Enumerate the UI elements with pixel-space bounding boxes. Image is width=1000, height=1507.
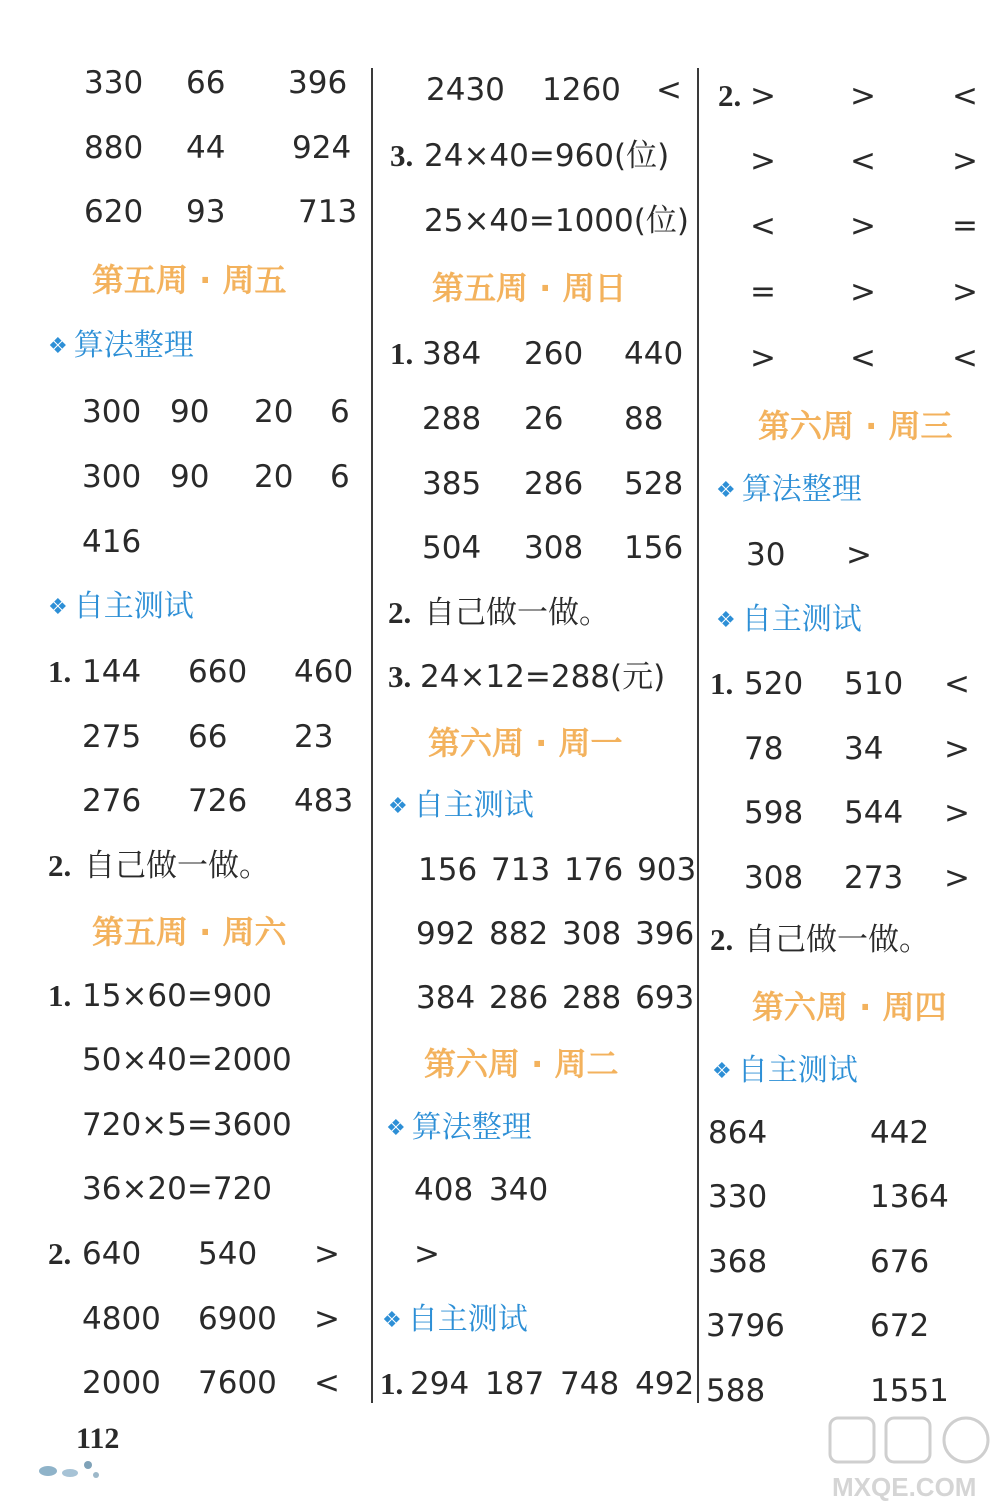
cell: 672 <box>870 1308 930 1344</box>
cell: 924 <box>292 130 352 166</box>
cell: 330 <box>708 1179 768 1215</box>
cell: 90 <box>170 459 210 495</box>
subsection-title <box>716 470 862 511</box>
column-divider-left <box>371 68 373 1403</box>
number-sequence: 156 713 176 903 <box>418 852 697 888</box>
comparison-symbol: > <box>850 208 876 244</box>
subsection-label: 算法整理 <box>411 1110 532 1145</box>
comparison-symbol: < <box>850 143 876 179</box>
cell: 88 <box>624 401 664 437</box>
subsection-title <box>48 587 194 628</box>
section-title: 第五周 · 周六 <box>92 913 287 951</box>
table-row <box>706 1371 986 1411</box>
subsection-title <box>382 1300 528 1341</box>
table-row <box>706 1242 986 1282</box>
question-number: 2. <box>48 848 72 883</box>
table-row <box>706 272 986 312</box>
cell: 273 <box>844 860 904 896</box>
diamond-bullet-icon: ❖ <box>386 1116 406 1141</box>
answer-column-2 <box>380 50 697 1410</box>
comparison-symbol: > <box>750 78 776 114</box>
equation: 15×60=900 <box>82 978 273 1014</box>
cell: 713 <box>298 194 358 230</box>
subsection-label: 自主测试 <box>73 589 194 624</box>
table-row <box>48 128 363 168</box>
table-row <box>706 76 986 116</box>
cell: 30 <box>746 537 786 573</box>
number-sequence: 992 882 308 396 <box>416 916 695 952</box>
cell: 588 <box>706 1373 766 1409</box>
comparison-symbol: < <box>952 340 978 376</box>
cell: 44 <box>186 130 226 166</box>
cell: 640 <box>82 1236 142 1272</box>
comparison-symbol: > <box>750 143 776 179</box>
equation: 25×40=1000(位) <box>424 203 689 239</box>
comparison-symbol: > <box>944 731 970 767</box>
comparison-symbol: > <box>846 537 872 573</box>
cell: 483 <box>294 783 354 819</box>
table-row <box>706 793 986 833</box>
cell: 308 <box>744 860 804 896</box>
table-row <box>380 334 685 374</box>
table-row <box>48 1234 363 1274</box>
comparison-symbol: > <box>944 860 970 896</box>
table-row <box>380 528 685 568</box>
cell: 66 <box>186 65 226 101</box>
section-title: 第六周 · 周二 <box>424 1045 619 1083</box>
cell: > <box>314 1236 340 1272</box>
cell: 2000 <box>82 1365 161 1401</box>
cell: 308 <box>524 530 584 566</box>
table-row <box>48 192 363 232</box>
cell: 1364 <box>870 1179 949 1215</box>
answer-column-3 <box>706 50 986 1410</box>
question-number: 1. <box>48 654 72 689</box>
subsection-label: 自主测试 <box>737 1053 858 1088</box>
cell: 34 <box>844 731 884 767</box>
table-row <box>380 464 685 504</box>
cell: 7600 <box>198 1365 277 1401</box>
cell: 93 <box>186 194 226 230</box>
subsection-title <box>716 600 862 641</box>
question-number: 2. <box>388 595 412 630</box>
table-row <box>706 141 986 181</box>
cell: 528 <box>624 466 684 502</box>
cell: 540 <box>198 1236 258 1272</box>
page-number: 112 <box>76 1422 120 1455</box>
table-row <box>48 781 363 821</box>
table-row <box>706 1113 986 1153</box>
table-row <box>706 535 986 575</box>
table-row <box>706 338 986 378</box>
question-line <box>380 657 685 697</box>
diamond-bullet-icon: ❖ <box>388 794 408 819</box>
table-row <box>48 392 363 432</box>
comparison-symbol: > <box>850 78 876 114</box>
cell: 384 <box>422 336 482 372</box>
cell: 660 <box>188 654 248 690</box>
question-line <box>48 1105 363 1145</box>
watermark-logo <box>826 1412 996 1502</box>
subsection-title <box>386 1108 532 1149</box>
table-row <box>380 70 685 110</box>
number-line <box>380 978 695 1018</box>
cell: 510 <box>844 666 904 702</box>
question-text: 自己做一做。 <box>84 848 270 884</box>
cell: 26 <box>524 401 564 437</box>
cell: 330 <box>84 65 144 101</box>
question-number: 1. <box>710 666 734 701</box>
equation: 36×20=720 <box>82 1171 273 1207</box>
number-line <box>380 1234 685 1274</box>
subsection-title <box>388 786 534 827</box>
table-row <box>48 1299 363 1339</box>
question-number: 2. <box>48 1236 72 1271</box>
cell: 440 <box>624 336 684 372</box>
table-row <box>48 522 363 562</box>
comparison-symbol: < <box>750 208 776 244</box>
comparison-symbol: = <box>952 208 978 244</box>
cell: 6 <box>330 394 350 430</box>
cell: 300 <box>82 459 142 495</box>
cell: < <box>656 72 682 108</box>
table-row <box>706 1306 986 1346</box>
question-line <box>48 976 363 1016</box>
cell: 3796 <box>706 1308 785 1344</box>
cell: 90 <box>170 394 210 430</box>
cell: 726 <box>188 783 248 819</box>
subsection-title <box>712 1051 858 1092</box>
cell: 288 <box>422 401 482 437</box>
comparison-symbol: > <box>750 340 776 376</box>
equation: 24×12=288(元) <box>420 659 666 695</box>
table-row <box>706 206 986 246</box>
question-number: 3. <box>390 138 414 173</box>
cell: 275 <box>82 719 142 755</box>
diamond-bullet-icon: ❖ <box>712 1059 732 1084</box>
subsection-label: 自主测试 <box>413 788 534 823</box>
cell: 20 <box>254 394 294 430</box>
number-line <box>380 1170 685 1210</box>
cell: 144 <box>82 654 142 690</box>
equation: 24×40=960(位) <box>424 138 670 174</box>
cell: 2430 <box>426 72 505 108</box>
number-sequence: 384 286 288 693 <box>416 980 695 1016</box>
subsection-label: 算法整理 <box>741 472 862 507</box>
cell: 442 <box>870 1115 930 1151</box>
comparison-symbol: = <box>750 274 776 310</box>
diamond-bullet-icon: ❖ <box>48 334 68 359</box>
number-line <box>380 850 697 890</box>
subsection-label: 自主测试 <box>407 1302 528 1337</box>
question-text: 自己做一做。 <box>744 922 930 958</box>
subsection-label: 算法整理 <box>73 328 194 363</box>
question-number: 1. <box>380 1366 404 1401</box>
table-row <box>48 457 363 497</box>
question-line <box>48 846 363 886</box>
cell: 20 <box>254 459 294 495</box>
table-row <box>48 652 363 692</box>
cell: 416 <box>82 524 142 560</box>
number-sequence: 294 187 748 492 <box>410 1366 695 1402</box>
section-title: 第五周 · 周日 <box>432 269 627 307</box>
comparison-symbol: > <box>952 143 978 179</box>
equation: 720×5=3600 <box>82 1107 292 1143</box>
table-row <box>48 63 363 103</box>
cell: 368 <box>708 1244 768 1280</box>
diamond-bullet-icon: ❖ <box>716 608 736 633</box>
svg-text:MXQE.COM: MXQE.COM <box>832 1472 977 1502</box>
subsection-label: 自主测试 <box>741 602 862 637</box>
cell: 544 <box>844 795 904 831</box>
cell: 520 <box>744 666 804 702</box>
cell: 460 <box>294 654 354 690</box>
question-number: 2. <box>718 78 742 113</box>
cell: 276 <box>82 783 142 819</box>
comparison-symbol: > <box>952 274 978 310</box>
question-line <box>380 1364 695 1404</box>
subsection-title <box>48 326 194 367</box>
table-row <box>706 1177 986 1217</box>
table-row <box>706 664 986 704</box>
diamond-bullet-icon: ❖ <box>716 478 736 503</box>
cell: 504 <box>422 530 482 566</box>
cell: 6900 <box>198 1301 277 1337</box>
cell: 300 <box>82 394 142 430</box>
cell: 66 <box>188 719 228 755</box>
cell: 156 <box>624 530 684 566</box>
cell: < <box>314 1365 340 1401</box>
question-line <box>48 1169 363 1209</box>
table-row <box>48 717 363 757</box>
cell: > <box>314 1301 340 1337</box>
decoration-icon <box>36 1455 106 1483</box>
table-row <box>706 858 986 898</box>
comparison-symbol: > <box>850 274 876 310</box>
diamond-bullet-icon: ❖ <box>382 1308 402 1333</box>
comparison-symbol: > <box>414 1236 440 1272</box>
question-number: 2. <box>710 922 734 957</box>
number-line <box>380 914 695 954</box>
cell: 260 <box>524 336 584 372</box>
section-title: 第六周 · 周四 <box>752 988 947 1026</box>
cell: 4800 <box>82 1301 161 1337</box>
section-title: 第六周 · 周三 <box>758 407 953 445</box>
table-row <box>706 729 986 769</box>
answer-column-1 <box>48 50 363 1410</box>
question-number: 3. <box>388 659 412 694</box>
equation: 50×40=2000 <box>82 1042 292 1078</box>
question-text: 自己做一做。 <box>424 595 610 631</box>
comparison-symbol: > <box>944 795 970 831</box>
cell: 864 <box>708 1115 768 1151</box>
number-sequence: 408 340 <box>414 1172 549 1208</box>
cell: 598 <box>744 795 804 831</box>
question-line <box>706 920 986 960</box>
cell: 1260 <box>542 72 621 108</box>
cell: 1551 <box>870 1373 949 1409</box>
section-title: 第五周 · 周五 <box>92 261 287 299</box>
table-row <box>380 399 685 439</box>
question-number: 1. <box>390 336 414 371</box>
question-line <box>380 593 685 633</box>
cell: 676 <box>870 1244 930 1280</box>
table-row <box>48 1363 363 1403</box>
comparison-symbol: < <box>944 666 970 702</box>
cell: 286 <box>524 466 584 502</box>
cell: 396 <box>288 65 348 101</box>
question-line <box>48 1040 363 1080</box>
diamond-bullet-icon: ❖ <box>48 595 68 620</box>
question-line <box>380 136 685 176</box>
column-divider-right <box>697 68 699 1403</box>
cell: 620 <box>84 194 144 230</box>
section-title: 第六周 · 周一 <box>428 724 623 762</box>
question-line <box>380 201 689 241</box>
cell: 78 <box>744 731 784 767</box>
comparison-symbol: < <box>952 78 978 114</box>
cell: 6 <box>330 459 350 495</box>
question-number: 1. <box>48 978 72 1013</box>
comparison-symbol: < <box>850 340 876 376</box>
cell: 385 <box>422 466 482 502</box>
cell: 23 <box>294 719 334 755</box>
cell: 880 <box>84 130 144 166</box>
